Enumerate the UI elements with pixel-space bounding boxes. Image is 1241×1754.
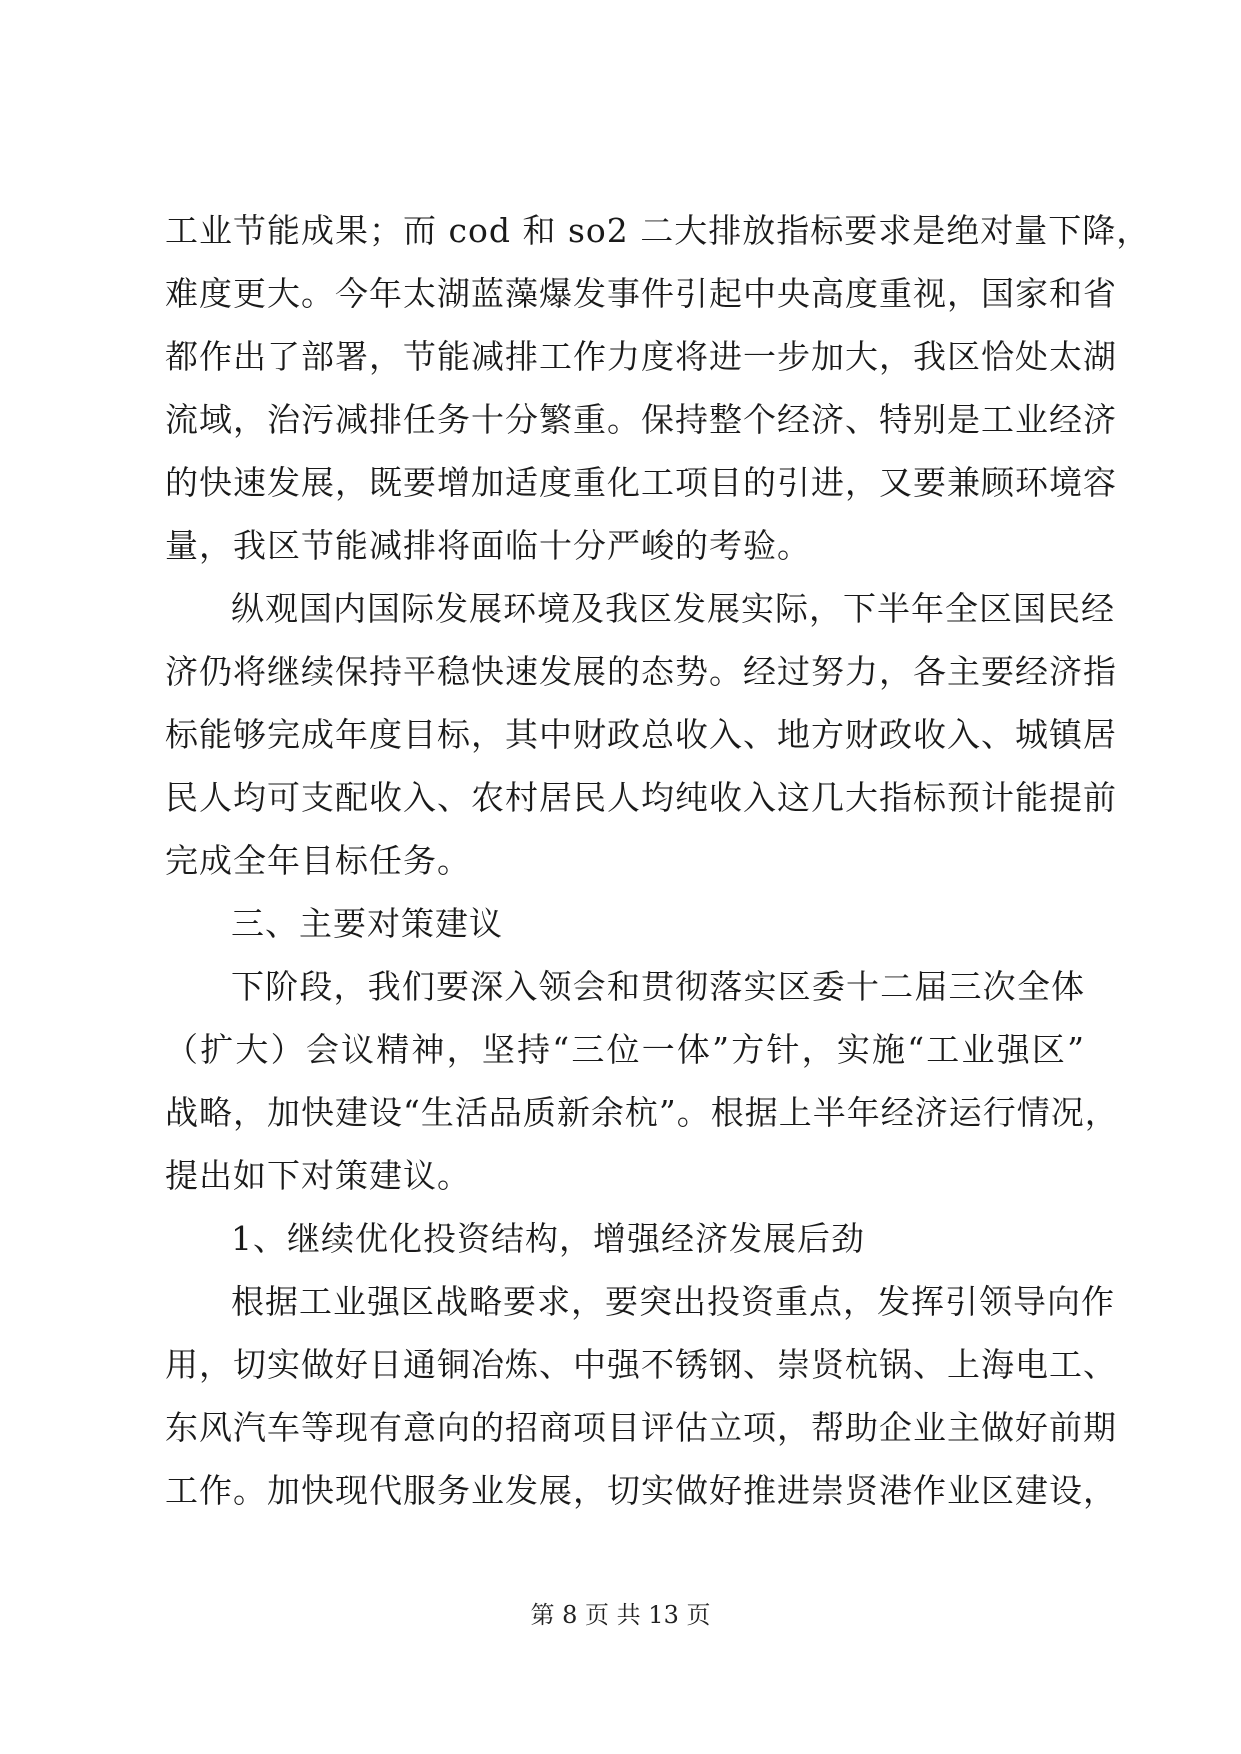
paragraph-first-line: 下阶段，我们要深入领会和贯彻落实区委十二届三次全体 xyxy=(231,967,1085,1006)
text-line: 标能够完成年度目标，其中财政总收入、地方财政收入、城镇居 xyxy=(165,715,1117,754)
text-line: 济仍将继续保持平稳快速发展的态势。经过努力，各主要经济指 xyxy=(165,652,1117,691)
subsection-heading: 1、继续优化投资结构，增强经济发展后劲 xyxy=(231,1219,865,1258)
text-line: 完成全年目标任务。 xyxy=(165,841,471,880)
document-body xyxy=(165,199,1151,1522)
text-line: 东风汽车等现有意向的招商项目评估立项，帮助企业主做好前期 xyxy=(165,1408,1117,1447)
section-heading: 三、主要对策建议 xyxy=(231,904,503,943)
text-line: （扩大）会议精神，坚持“三位一体”方针，实施“工业强区” xyxy=(165,1030,1085,1069)
text-line: 工作。加快现代服务业发展，切实做好推进崇贤港作业区建设， xyxy=(165,1471,1117,1510)
text-line: 流域，治污减排任务十分繁重。保持整个经济、特别是工业经济 xyxy=(165,400,1117,439)
text-line: 用，切实做好日通铜冶炼、中强不锈钢、崇贤杭锅、上海电工、 xyxy=(165,1345,1117,1384)
text-line: 难度更大。今年太湖蓝藻爆发事件引起中央高度重视，国家和省 xyxy=(165,274,1117,313)
paragraph-first-line: 纵观国内国际发展环境及我区发展实际，下半年全区国民经 xyxy=(231,589,1115,628)
text-line: 量，我区节能减排将面临十分严峻的考验。 xyxy=(165,526,811,565)
paragraph-first-line: 根据工业强区战略要求，要突出投资重点，发挥引领导向作 xyxy=(231,1282,1115,1321)
text-line: 民人均可支配收入、农村居民人均纯收入这几大指标预计能提前 xyxy=(165,778,1117,817)
text-line: 工业节能成果；而 cod 和 so2 二大排放指标要求是绝对量下降， xyxy=(165,211,1151,250)
text-line: 的快速发展，既要增加适度重化工项目的引进，又要兼顾环境容 xyxy=(165,463,1117,502)
text-line: 都作出了部署，节能减排工作力度将进一步加大，我区恰处太湖 xyxy=(165,337,1117,376)
text-line: 提出如下对策建议。 xyxy=(165,1156,471,1195)
page-number-footer: 第 8 页 共 13 页 xyxy=(530,1601,711,1629)
text-line: 战略，加快建设“生活品质新余杭”。根据上半年经济运行情况， xyxy=(165,1093,1119,1132)
